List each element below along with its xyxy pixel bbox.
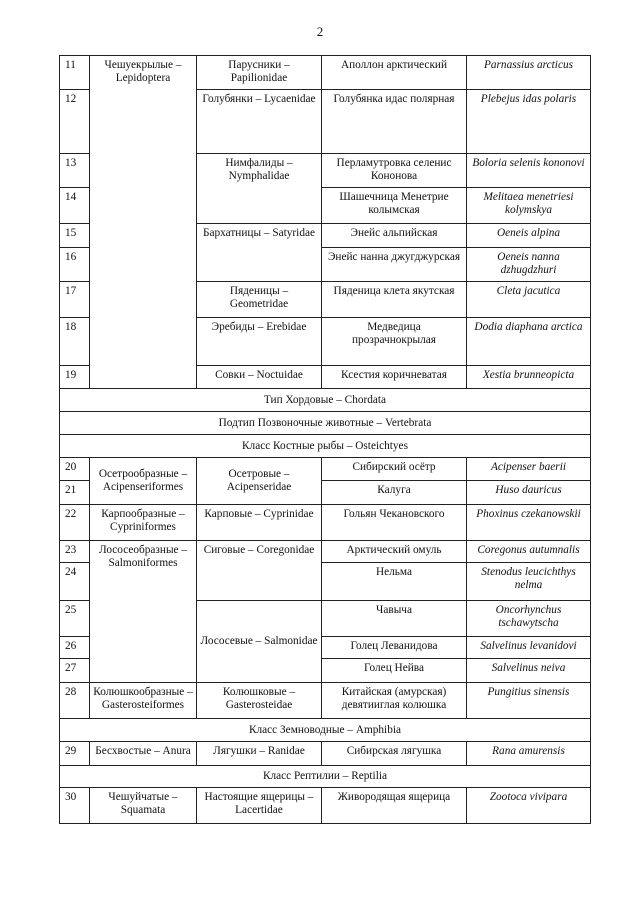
row-number: 15: [60, 224, 90, 248]
row-number: 29: [60, 742, 90, 766]
table-row: [60, 683, 591, 719]
species-russian-name: Чавыча: [322, 601, 467, 637]
order-cell: Чешуекрылые – Lepidoptera: [90, 56, 197, 389]
species-russian-name: Гольян Чекановского: [322, 505, 467, 541]
section-header: Подтип Позвоночные животные – Vertebrata: [60, 412, 591, 435]
species-latin-name: Acipenser baerii: [467, 458, 591, 481]
species-latin-name: Phoxinus czekanowskii: [467, 505, 591, 541]
species-russian-name: Голец Леванидова: [322, 637, 467, 659]
table-row: [60, 505, 591, 541]
species-latin-name: Parnassius arcticus: [467, 56, 591, 90]
family-cell: Лягушки – Ranidae: [197, 742, 322, 766]
table-row: [60, 788, 591, 824]
row-number: 26: [60, 637, 90, 659]
row-number: 19: [60, 366, 90, 389]
species-table-body: [60, 56, 591, 824]
table-section-header-row: [60, 766, 591, 788]
species-latin-name: Rana amurensis: [467, 742, 591, 766]
table-section-header-row: [60, 389, 591, 412]
table-row: [60, 541, 591, 563]
species-latin-name: Coregonus autumnalis: [467, 541, 591, 563]
species-russian-name: Калуга: [322, 481, 467, 505]
species-latin-name: Salvelinus levanidovi: [467, 637, 591, 659]
row-number: 12: [60, 90, 90, 154]
section-header: Тип Хордовые – Chordata: [60, 389, 591, 412]
species-russian-name: Медведица прозрачнокрылая: [322, 318, 467, 366]
order-cell: Осетрообразные – Acipenseriformes: [90, 458, 197, 505]
species-latin-name: Boloria selenis kononovi: [467, 154, 591, 188]
order-cell: Карпообразные – Cypriniformes: [90, 505, 197, 541]
order-cell: Бесхвостые – Anura: [90, 742, 197, 766]
family-cell: Осетровые – Acipenseridae: [197, 458, 322, 505]
row-number: 14: [60, 188, 90, 224]
row-number: 23: [60, 541, 90, 563]
species-russian-name: Шашечница Менетрие колымская: [322, 188, 467, 224]
species-latin-name: Cleta jacutica: [467, 282, 591, 318]
species-russian-name: Энейс альпийская: [322, 224, 467, 248]
species-latin-name: Melitaea menetriesi kolymskya: [467, 188, 591, 224]
section-header: Класс Земноводные – Amphibia: [60, 719, 591, 742]
species-russian-name: Китайская (амурская) девятииглая колюшка: [322, 683, 467, 719]
table-row: [60, 458, 591, 481]
row-number: 20: [60, 458, 90, 481]
page-number: 2: [316, 24, 324, 39]
species-latin-name: Plebejus idas polaris: [467, 90, 591, 154]
species-russian-name: Нельма: [322, 563, 467, 601]
species-russian-name: Сибирская лягушка: [322, 742, 467, 766]
species-latin-name: Oeneis alpina: [467, 224, 591, 248]
species-latin-name: Salvelinus neiva: [467, 659, 591, 683]
species-latin-name: Huso dauricus: [467, 481, 591, 505]
row-number: 30: [60, 788, 90, 824]
family-cell: Бархатницы – Satyridae: [197, 224, 322, 282]
family-cell: Голубянки – Lycaenidae: [197, 90, 322, 154]
family-cell: Настоящие ящерицы – Lacertidae: [197, 788, 322, 824]
species-latin-name: Stenodus leucichthys nelma: [467, 563, 591, 601]
species-russian-name: Ксестия коричневатая: [322, 366, 467, 389]
species-russian-name: Сибирский осётр: [322, 458, 467, 481]
table-section-header-row: [60, 412, 591, 435]
species-latin-name: Pungitius sinensis: [467, 683, 591, 719]
species-russian-name: Арктический омуль: [322, 541, 467, 563]
row-number: 13: [60, 154, 90, 188]
section-header: Класс Костные рыбы – Osteichtyes: [60, 435, 591, 458]
family-cell: Пяденицы – Geometridae: [197, 282, 322, 318]
table-row: [60, 56, 591, 90]
table-section-header-row: [60, 719, 591, 742]
row-number: 24: [60, 563, 90, 601]
family-cell: Колюшковые – Gasterosteidae: [197, 683, 322, 719]
family-cell: Эребиды – Erebidae: [197, 318, 322, 366]
row-number: 18: [60, 318, 90, 366]
species-table: [59, 55, 591, 824]
row-number: 11: [60, 56, 90, 90]
species-russian-name: Аполлон арктический: [322, 56, 467, 90]
family-cell: Карповые – Cyprinidae: [197, 505, 322, 541]
row-number: 16: [60, 248, 90, 282]
family-cell: Нимфалиды – Nymphalidae: [197, 154, 322, 224]
section-header: Класс Рептилии – Reptilia: [60, 766, 591, 788]
row-number: 17: [60, 282, 90, 318]
family-cell: Лососевые – Salmonidae: [197, 601, 322, 683]
order-cell: Лососеобразные – Salmoniformes: [90, 541, 197, 683]
family-cell: Совки – Noctuidae: [197, 366, 322, 389]
species-russian-name: Голец Нейва: [322, 659, 467, 683]
species-russian-name: Перламутровка селенис Кононова: [322, 154, 467, 188]
row-number: 21: [60, 481, 90, 505]
family-cell: Парусники – Papilionidae: [197, 56, 322, 90]
species-latin-name: Oncorhynchus tschawytscha: [467, 601, 591, 637]
row-number: 22: [60, 505, 90, 541]
order-cell: Чешуйчатые – Squamata: [90, 788, 197, 824]
species-latin-name: Xestia brunneopicta: [467, 366, 591, 389]
species-latin-name: Zootoca vivipara: [467, 788, 591, 824]
table-row: [60, 742, 591, 766]
species-russian-name: Энейс нанна джугджурская: [322, 248, 467, 282]
species-russian-name: Живородящая ящерица: [322, 788, 467, 824]
row-number: 27: [60, 659, 90, 683]
species-latin-name: Oeneis nanna dzhugdzhuri: [467, 248, 591, 282]
table-section-header-row: [60, 435, 591, 458]
species-latin-name: Dodia diaphana arctica: [467, 318, 591, 366]
species-russian-name: Голубянка идас полярная: [322, 90, 467, 154]
order-cell: Колюшкообразные – Gasterosteiformes: [90, 683, 197, 719]
row-number: 28: [60, 683, 90, 719]
row-number: 25: [60, 601, 90, 637]
species-russian-name: Пяденица клета якутская: [322, 282, 467, 318]
family-cell: Сиговые – Coregonidae: [197, 541, 322, 601]
